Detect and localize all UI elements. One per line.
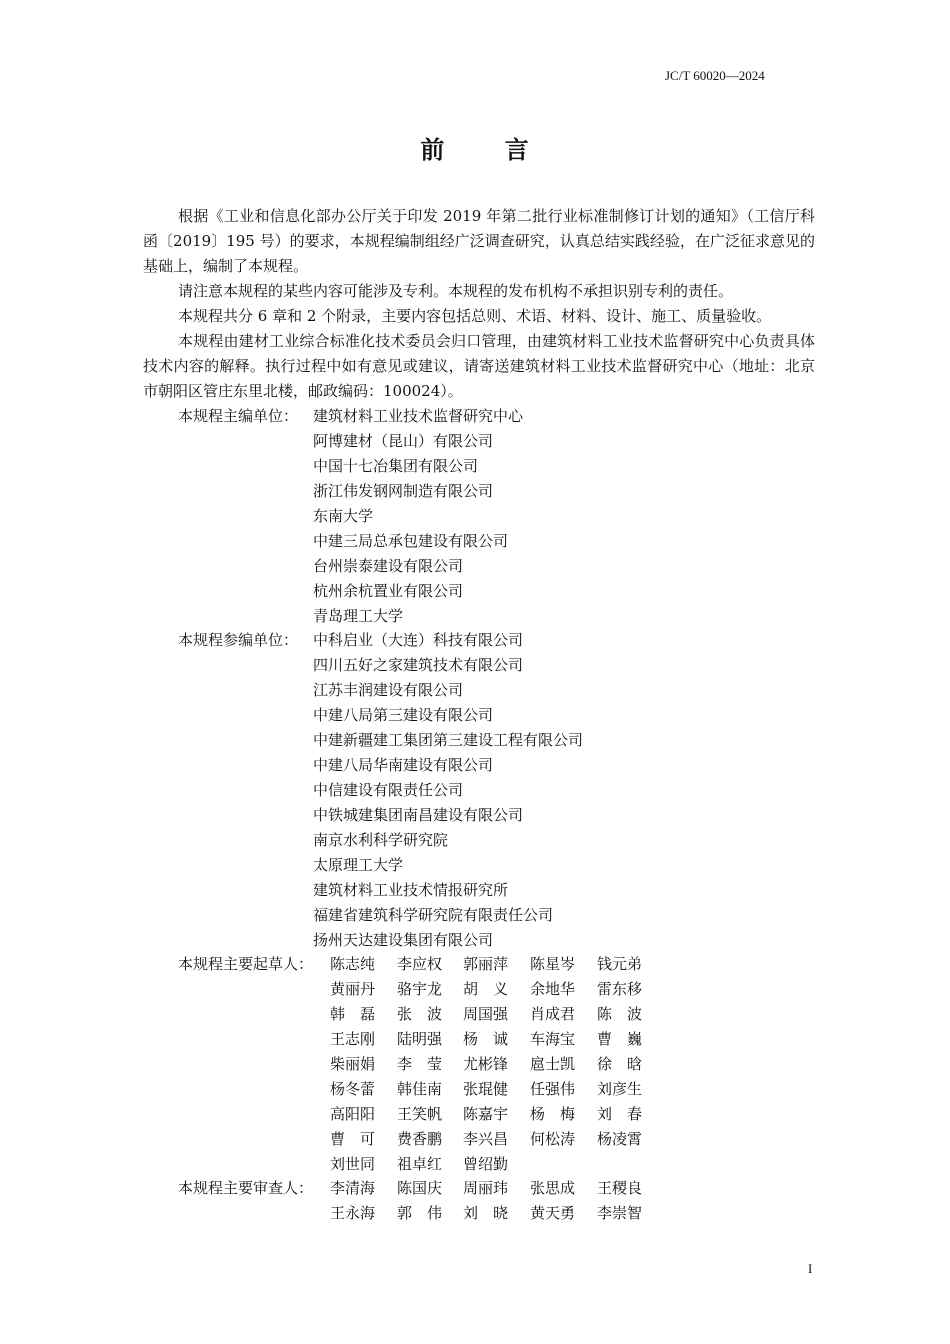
drafter-name: 曾绍勤	[463, 1155, 509, 1173]
participating-unit-item: 四川五好之家建筑技术有限公司	[313, 656, 524, 674]
drafter-name: 徐 晗	[597, 1055, 643, 1073]
reviewer-name: 刘 晓	[463, 1204, 509, 1222]
chief-unit-item: 青岛理工大学	[313, 607, 404, 625]
drafter-name: 柴丽娟	[330, 1055, 376, 1073]
participating-unit-item: 中信建设有限责任公司	[313, 781, 464, 799]
reviewer-name: 陈国庆	[397, 1179, 443, 1197]
drafter-name: 杨冬蕾	[330, 1080, 376, 1098]
reviewer-name: 黄天勇	[530, 1204, 576, 1222]
reviewer-name: 李崇智	[597, 1204, 643, 1222]
drafter-name: 黄丽丹	[330, 980, 376, 998]
paragraph-basis: 根据《工业和信息化部办公厅关于印发 2019 年第二批行业标准制修订计划的通知》（工信厅科函〔2019〕195 号）的要求，本规程编制组经广泛调查研究，认真总结实践经验，在广泛征求意见的基础上，编制了本规程。	[143, 207, 815, 275]
chief-unit-item: 浙江伟发钢网制造有限公司	[313, 482, 494, 500]
drafter-name: 李兴昌	[463, 1130, 509, 1148]
drafter-name: 何松涛	[530, 1130, 576, 1148]
chief-unit-item: 中国十七冶集团有限公司	[313, 457, 479, 475]
drafter-name: 曹 可	[330, 1130, 376, 1148]
standard-code: JC/T 60020—2024	[665, 68, 765, 83]
drafter-name: 周国强	[463, 1005, 509, 1023]
drafter-name: 雷东移	[597, 980, 643, 998]
drafter-name: 余地华	[530, 980, 576, 998]
drafter-name: 陈嘉宇	[463, 1105, 509, 1123]
drafter-name: 杨凌霄	[597, 1130, 643, 1148]
drafter-name: 韩佳南	[397, 1080, 443, 1098]
drafter-name: 祖卓红	[397, 1155, 443, 1173]
drafter-name: 车海宝	[530, 1030, 576, 1048]
paragraph-patent: 请注意本规程的某些内容可能涉及专利。本规程的发布机构不承担识别专利的责任。	[178, 282, 734, 300]
page-title: 前 言	[420, 135, 530, 164]
chief-unit-item: 建筑材料工业技术监督研究中心	[313, 407, 524, 425]
drafter-name: 杨 诚	[463, 1030, 509, 1048]
drafter-name: 李 莹	[397, 1055, 443, 1073]
reviewer-name: 郭 伟	[397, 1204, 443, 1222]
reviewer-name: 周丽玮	[463, 1179, 509, 1197]
drafter-name: 王笑帆	[397, 1105, 443, 1123]
participating-unit-item: 中建新疆建工集团第三建设工程有限公司	[313, 731, 584, 749]
participating-unit-item: 中铁城建集团南昌建设有限公司	[313, 806, 524, 824]
drafter-name: 刘彦生	[597, 1080, 643, 1098]
drafter-name: 肖成君	[530, 1005, 576, 1023]
drafter-name: 高阳阳	[330, 1105, 376, 1123]
reviewer-name: 王永海	[330, 1204, 376, 1222]
drafter-name: 骆宇龙	[397, 980, 443, 998]
participating-unit-item: 中建八局华南建设有限公司	[313, 756, 494, 774]
drafter-name: 陆明强	[397, 1030, 443, 1048]
paragraph-contents: 本规程共分 6 章和 2 个附录，主要内容包括总则、术语、材料、设计、施工、质量验收。	[178, 307, 772, 325]
participating-unit-item: 扬州天达建设集团有限公司	[313, 931, 494, 949]
drafter-name: 刘 春	[597, 1105, 643, 1123]
reviewer-name: 王稷良	[597, 1179, 643, 1197]
drafter-name: 陈星岑	[530, 955, 576, 973]
participating-unit-item: 太原理工大学	[313, 856, 404, 874]
drafter-name: 张 波	[397, 1005, 443, 1023]
reviewer-name: 李清海	[330, 1179, 376, 1197]
drafter-name: 胡 义	[463, 980, 509, 998]
participating-unit-item: 中科启业（大连）科技有限公司	[313, 631, 524, 649]
chief-unit-item: 阿博建材（昆山）有限公司	[313, 432, 494, 450]
drafter-name: 曹 巍	[597, 1030, 643, 1048]
chief-unit-item: 中建三局总承包建设有限公司	[313, 532, 509, 550]
drafter-name: 张琨健	[463, 1080, 509, 1098]
drafter-name: 钱元弟	[597, 955, 643, 973]
drafter-name: 李应权	[397, 955, 443, 973]
reviewers-label: 本规程主要审查人：	[178, 1179, 314, 1197]
chief-unit-item: 台州崇泰建设有限公司	[313, 557, 464, 575]
participating-unit-item: 南京水利科学研究院	[313, 831, 449, 849]
paragraph-management: 本规程由建材工业综合标准化技术委员会归口管理，由建筑材料工业技术监督研究中心负责具体技术内容的解释。执行过程中如有意见或建议，请寄送建筑材料工业技术监督研究中心（地址：北京市朝阳区管庄东里北楼，邮政编码：100024）。	[143, 332, 815, 400]
drafter-name: 任强伟	[530, 1080, 576, 1098]
drafter-name: 陈 波	[597, 1005, 643, 1023]
drafter-name: 尤彬锋	[463, 1055, 509, 1073]
drafter-name: 费香鹏	[397, 1130, 443, 1148]
drafter-name: 韩 磊	[330, 1005, 376, 1023]
drafter-name: 陈志纯	[330, 955, 376, 973]
drafters-label: 本规程主要起草人：	[178, 955, 314, 973]
chief-unit-item: 东南大学	[313, 507, 374, 525]
reviewer-name: 张思成	[530, 1179, 576, 1197]
participating-unit-item: 建筑材料工业技术情报研究所	[313, 881, 509, 899]
participating-unit-item: 江苏丰润建设有限公司	[313, 681, 464, 699]
chief-unit-item: 杭州余杭置业有限公司	[313, 582, 464, 600]
drafter-name: 刘世同	[330, 1155, 376, 1173]
chief-units-label: 本规程主编单位：	[178, 407, 299, 425]
drafter-name: 郭丽萍	[463, 955, 509, 973]
drafter-name: 王志刚	[330, 1030, 376, 1048]
page-number: I	[808, 1261, 813, 1276]
drafter-name: 扈士凯	[530, 1055, 576, 1073]
participating-unit-item: 中建八局第三建设有限公司	[313, 706, 494, 724]
participating-unit-item: 福建省建筑科学研究院有限责任公司	[313, 906, 554, 924]
drafter-name: 杨 梅	[530, 1105, 576, 1123]
participating-units-label: 本规程参编单位：	[178, 631, 299, 649]
